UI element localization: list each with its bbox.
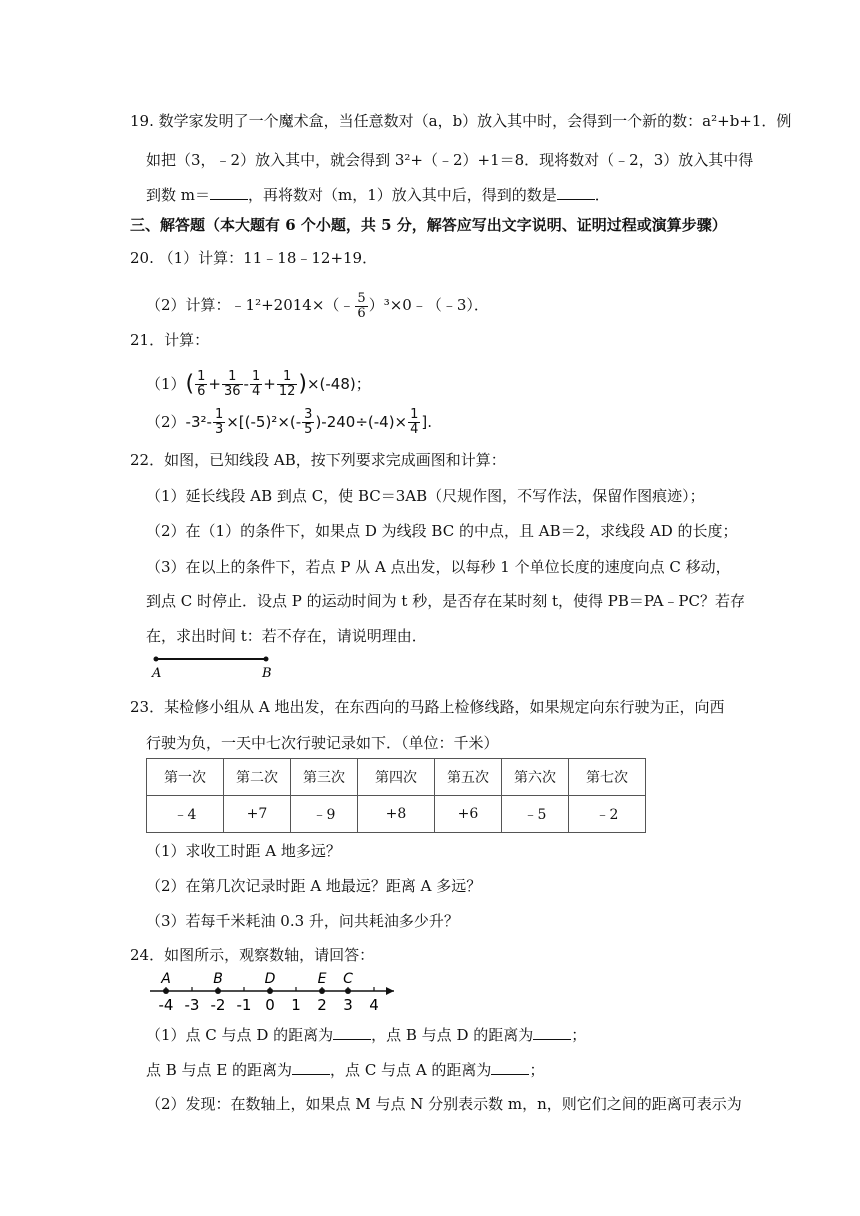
q24-part1-line2 — [146, 1060, 544, 1080]
table-header-cell: 第一次 — [147, 759, 224, 796]
q22-part2: （2）在（1）的条件下，如果点 D 为线段 BC 的中点，且 AB＝2，求线段 AD 的长度； — [146, 522, 738, 540]
fraction — [213, 408, 225, 437]
tick-label: -4 — [158, 996, 174, 1014]
q19-line3-c: ． — [594, 186, 610, 204]
tick-label: -1 — [236, 996, 252, 1014]
q20-line1 — [130, 248, 377, 268]
answer-blank — [533, 1025, 571, 1040]
table-cell: ﹣2 — [569, 796, 646, 833]
q22-part3-line3: 在，求出时间 t：若不存在，请说明理由． — [146, 627, 427, 645]
table-cell: +6 — [435, 796, 502, 833]
q22-title: 22．如图，已知线段 AB，按下列要求完成画图和计算： — [130, 451, 506, 469]
q19-line3-a: 到数 m＝ — [146, 186, 210, 204]
answer-blank — [333, 1025, 371, 1040]
q21-p2-label: （2） — [146, 413, 186, 431]
fraction — [355, 292, 367, 321]
table-header-cell: 第六次 — [502, 759, 569, 796]
close-paren: ) — [298, 371, 307, 397]
q24-p1d: 点 B 与点 E 的距离为 — [146, 1061, 293, 1079]
answer-blank — [292, 1060, 330, 1075]
section-heading: 三、解答题（本大题有 6 个小题，共 5 分，解答应写出文字说明、证明过程或演算步骤） — [130, 216, 727, 234]
axis-arrow-icon — [386, 987, 394, 995]
denominator: 4 — [410, 422, 419, 437]
answer-blank — [210, 185, 248, 200]
q22-part3-line2: 到点 C 时停止．设点 P 的运动时间为 t 秒，是否存在某时刻 t，使得 PB＝PA﹣PC？若存 — [146, 592, 746, 610]
q21-p2-c: )-240÷(-4)× — [315, 413, 408, 431]
q21-title: 21．计算： — [130, 331, 210, 349]
denominator: 4 — [251, 384, 261, 399]
point-c-dot — [345, 988, 351, 994]
denominator: 5 — [304, 422, 313, 437]
point-b-label: B — [262, 666, 272, 681]
q19-line1: 19. 数学家发明了一个魔术盒，当任意数对（a，b）放入其中时，会得到一个新的数：a²+b+1．例 — [130, 112, 792, 130]
q21-part2 — [146, 402, 432, 442]
point-d-label: D — [264, 971, 276, 987]
q23-line2: 行驶为负，一天中七次行驶记录如下．（单位：千米） — [146, 734, 499, 752]
numerator: 3 — [304, 407, 313, 422]
table-row — [147, 796, 646, 833]
q23-part1: （1）求收工时距 A 地多远？ — [146, 842, 341, 860]
table-cell: +7 — [224, 796, 291, 833]
numerator: 5 — [357, 290, 366, 306]
q24-part2: （2）发现：在数轴上，如果点 M 与点 N 分别表示数 m，n，则它们之间的距离可表示为 — [146, 1095, 742, 1113]
table-header-cell: 第四次 — [358, 759, 435, 796]
numerator: 1 — [214, 407, 224, 422]
q24-p1e: ，点 C 与点 A 的距离为 — [330, 1061, 492, 1079]
q22-part1: （1）延长线段 AB 到点 C，使 BC＝3AB（尺规作图，不写作法，保留作图痕迹）； — [146, 487, 705, 505]
q23-line1: 23．某检修小组从 A 地出发，在东西向的马路上检修线路，如果规定向东行驶为正，向西 — [130, 698, 725, 716]
q20-part2 — [146, 285, 489, 325]
numerator: 1 — [251, 369, 261, 384]
fraction — [195, 370, 207, 399]
denominator: 6 — [357, 305, 366, 321]
denominator: 3 — [214, 422, 224, 437]
q24-p1c: ； — [571, 1026, 587, 1044]
q24-p1b: ，点 B 与点 D 的距离为 — [371, 1026, 534, 1044]
point-b-dot — [215, 988, 221, 994]
fraction — [302, 408, 314, 437]
q24-title: 24．如图所示，观察数轴，请回答： — [130, 946, 375, 964]
answer-blank — [491, 1060, 529, 1075]
table-cell: +8 — [358, 796, 435, 833]
q24-p1a: （1）点 C 与点 D 的距离为 — [146, 1026, 334, 1044]
q20-label: 20. — [130, 249, 154, 267]
q22-part3-line1: （3）在以上的条件下，若点 P 从 A 点出发，以每秒 1 个单位长度的速度向点 C 移动， — [146, 558, 731, 576]
segment-ab-figure — [146, 650, 286, 680]
point-c-label: C — [343, 971, 353, 987]
denominator: 6 — [197, 384, 206, 399]
q19-line3-b: ，再将数对（m，1）放入其中后，得到的数是 — [248, 186, 557, 204]
tick-label: 0 — [265, 996, 275, 1014]
answer-blank — [557, 185, 595, 200]
point-b-dot — [264, 657, 269, 662]
numerator: 1 — [222, 370, 243, 385]
q20-part2-text-a: （2）计算：﹣1²+2014×（﹣ — [146, 296, 355, 314]
q24-p1f: ； — [529, 1061, 545, 1079]
numerator: 1 — [197, 369, 206, 384]
tick-label: -2 — [210, 996, 226, 1014]
q24-part1-line1 — [146, 1025, 586, 1045]
table-header-cell: 第二次 — [224, 759, 291, 796]
table-cell: ﹣9 — [291, 796, 358, 833]
fraction — [277, 370, 298, 399]
open-paren: ( — [185, 371, 195, 397]
q23-part3: （3）若每千米耗油 0.3 升，问共耗油多少升？ — [146, 912, 459, 930]
q21-p2-d: ]. — [421, 413, 433, 431]
q19-line2: 如把（3，﹣2）放入其中，就会得到 3²+（﹣2）+1＝8．现将数对（﹣2，3）放入其中得 — [146, 151, 754, 169]
point-e-dot — [319, 988, 325, 994]
tick-label: 4 — [369, 996, 379, 1014]
q21-p2-a: -3²- — [185, 413, 212, 431]
q21-p2-b: ×[(-5)²×(- — [226, 413, 302, 431]
denominator: 12 — [278, 384, 296, 399]
tick-label: 1 — [291, 996, 301, 1014]
q20-part1: （1）计算：11﹣18﹣12+19． — [158, 249, 378, 267]
q23-part2: （2）在第几次记录时距 A 地最远？距离 A 多远？ — [146, 877, 482, 895]
table-header-cell: 第五次 — [435, 759, 502, 796]
point-a-label: A — [152, 666, 162, 681]
q21-p1-label: （1） — [146, 375, 186, 393]
table-cell: ﹣5 — [502, 796, 569, 833]
q19-line3 — [146, 185, 610, 205]
table-cell: ﹣4 — [147, 796, 224, 833]
fraction — [250, 370, 262, 399]
table-header-cell: 第三次 — [291, 759, 358, 796]
tick-label: -3 — [184, 996, 200, 1014]
table-header-cell: 第七次 — [569, 759, 646, 796]
point-e-label: E — [317, 971, 327, 987]
point-d-dot — [267, 988, 273, 994]
fraction — [222, 370, 243, 399]
point-a-label: A — [161, 971, 171, 987]
q21-part1: （1）( $\frac{1}{6}$ + $\frac{1}{36}$ - $\frac{1}{4}$ + $\frac{1}{12}$ )×(-48)； — [146, 369, 371, 399]
point-a-dot — [154, 657, 159, 662]
point-a-dot — [163, 988, 169, 994]
tick-label: 3 — [343, 996, 353, 1014]
tick-label: 2 — [317, 996, 327, 1014]
denominator: 36 — [224, 384, 241, 399]
q20-part2-text-b: ）³×0﹣（﹣3）． — [368, 296, 489, 314]
q21-p1-tail: ×(-48)； — [306, 375, 371, 393]
number-line-figure — [146, 967, 406, 1015]
fraction — [408, 408, 420, 437]
table-header-row — [147, 759, 646, 796]
numerator: 1 — [277, 370, 298, 385]
point-b-label: B — [213, 971, 223, 987]
record-table — [146, 758, 646, 833]
numerator: 1 — [410, 407, 419, 422]
